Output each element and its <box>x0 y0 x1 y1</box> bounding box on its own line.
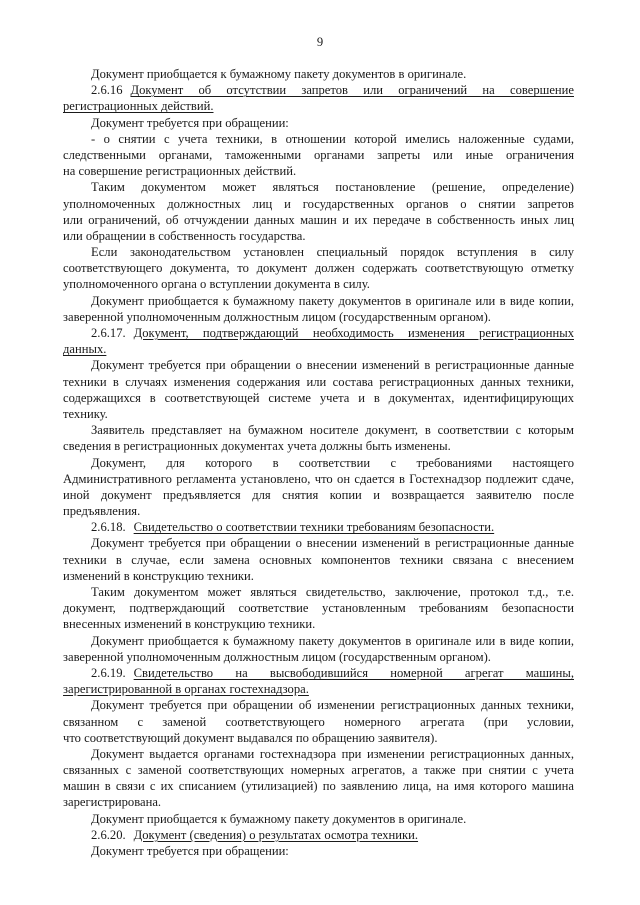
text-line <box>63 98 574 114</box>
line-text: сведения в регистрационных документах учета должны быть изменены. <box>63 439 451 454</box>
line-text: связанных с заменой соответствующих номерных агрегатов, а также при снятии с учета <box>63 763 574 778</box>
line-text: уполномоченного органа о вступлении документа в силу. <box>63 277 370 292</box>
section-heading-text: Документ, подтверждающий необходимость изменения регистрационных <box>133 326 574 340</box>
text-line <box>63 455 574 471</box>
line-text: уполномоченных должностных лиц и государственных органов о снятии запретов <box>63 196 574 211</box>
line-text: Если законодательством установлен специальный порядок вступления в силу <box>91 245 574 260</box>
text-line <box>63 325 574 341</box>
text-line <box>63 115 574 131</box>
line-text: связанном с заменой соответствующего номерного агрегата (при условии, <box>63 714 574 729</box>
text-line <box>63 293 574 309</box>
text-line <box>63 244 574 260</box>
line-text: содержащихся в соответствующей системе учета и в документах, идентифицирующих <box>63 390 574 405</box>
line-text: предъявления. <box>63 504 141 519</box>
text-line <box>63 438 574 454</box>
line-text: заверенной уполномоченным должностным лицом (государственным органом). <box>63 309 491 324</box>
text-line <box>63 697 574 713</box>
line-text: что соответствующий документ выдавался по обращению заявителя). <box>63 730 438 745</box>
section-heading-text: Свидетельство на высвободившийся номерной агрегат машины, <box>133 665 574 680</box>
section-number: 2.6.20. <box>91 827 126 842</box>
text-line <box>63 843 574 859</box>
line-text: Документ требуется при обращении о внесении изменений в регистрационные данные <box>91 358 574 373</box>
text-line <box>63 730 574 746</box>
text-line <box>63 794 574 810</box>
line-text: Документ требуется при обращении: <box>91 844 289 858</box>
text-line <box>63 616 574 632</box>
line-text: или ограничений, об отчуждении данных машин и их передаче в собственность иных лиц <box>63 212 574 227</box>
line-text: техники в случаях изменения содержания или состава регистрационных данных техники, <box>63 374 574 389</box>
text-line <box>63 147 574 163</box>
text-line <box>63 276 574 292</box>
line-text: или обращении в собственность государства. <box>63 228 306 243</box>
line-text: следственными органами, таможенными органами запреты или иные ограничения <box>63 147 574 162</box>
line-text: технику. <box>63 406 108 421</box>
section-heading-text: зарегистрированной в органах гостехнадзора. <box>63 682 309 697</box>
line-text: внесенных изменений в конструкцию техники. <box>63 617 316 632</box>
text-line <box>63 649 574 665</box>
line-text: на совершение регистрационных действий. <box>63 164 297 179</box>
text-line <box>63 519 574 535</box>
line-text: Заявитель представляет на бумажном носителе документ, в соответствии с которым <box>91 423 574 438</box>
line-text: Документ требуется при обращении: <box>91 115 289 130</box>
text-line <box>63 568 574 584</box>
text-line <box>63 535 574 551</box>
line-text: Документ требуется при обращении о внесении изменений в регистрационные данные <box>91 536 574 551</box>
text-line <box>63 633 574 649</box>
section-number: 2.6.19. <box>91 665 126 680</box>
section-heading-text: Свидетельство о соответствии техники требованиям безопасности. <box>133 520 495 535</box>
line-text: машин в связи с их списанием (утилизацией) по заявлению лица, на имя которого машина <box>63 779 574 794</box>
section-number: 2.6.17. <box>91 326 126 340</box>
line-text: Таким документом может являться постановление (решение, определение) <box>91 180 574 195</box>
line-text: Документ приобщается к бумажному пакету документов в оригинале или в виде копии, <box>91 293 574 308</box>
line-text: документ, подтверждающий соответствие установленным требованиям безопасности <box>63 601 574 616</box>
text-line <box>63 212 574 228</box>
text-line <box>63 228 574 244</box>
line-text: Документ, для которого в соответствии с требованиями настоящего <box>91 455 574 470</box>
text-line <box>63 778 574 794</box>
line-text: Документ выдается органами гостехнадзора при изменении регистрационных данных, <box>91 746 574 761</box>
document-body <box>63 66 574 859</box>
section-number: 2.6.16 <box>91 83 123 98</box>
text-line <box>63 746 574 762</box>
text-line <box>63 681 574 697</box>
line-text: Документ приобщается к бумажному пакету документов в оригинале. <box>91 67 467 81</box>
text-line <box>63 390 574 406</box>
text-line <box>63 406 574 422</box>
section-heading-text: регистрационных действий. <box>63 99 214 114</box>
text-line <box>63 163 574 179</box>
page-number: 9 <box>316 35 324 49</box>
text-line <box>63 179 574 195</box>
line-text: иной документ предъявляется для снятия копии и возвращается заявителю после <box>63 487 574 502</box>
text-line <box>63 66 574 82</box>
text-line <box>63 714 574 730</box>
line-text: Административного регламента установлено, что он сдается в Гостехнадзор подлежит сдаче, <box>63 471 574 486</box>
line-text: изменений в конструкцию техники. <box>63 568 254 583</box>
text-line <box>63 357 574 373</box>
text-line <box>63 487 574 503</box>
text-line <box>63 762 574 778</box>
section-heading-text: данных. <box>63 342 107 357</box>
text-line <box>63 600 574 616</box>
text-line <box>63 552 574 568</box>
text-line <box>63 422 574 438</box>
section-heading-text: Документ (сведения) о результатах осмотра техники. <box>133 827 419 842</box>
line-text: Документ приобщается к бумажному пакету документов в оригинале. <box>91 811 467 826</box>
line-text: заверенной уполномоченным должностным лицом (государственным органом). <box>63 649 491 664</box>
text-line <box>63 811 574 827</box>
text-line <box>63 341 574 357</box>
text-line <box>63 309 574 325</box>
section-number: 2.6.18. <box>91 520 126 535</box>
text-line <box>63 260 574 276</box>
line-text: Документ требуется при обращении об изменении регистрационных данных техники, <box>91 698 574 713</box>
text-line <box>63 665 574 681</box>
line-text: зарегистрирована. <box>63 795 162 810</box>
text-line <box>63 131 574 147</box>
text-line <box>63 584 574 600</box>
line-text: - о снятии с учета техники, в отношении которой имелись наложенные судами, <box>91 131 574 146</box>
text-line <box>63 471 574 487</box>
line-text: Таким документом может являться свидетельство, заключение, протокол т.д., т.е. <box>91 585 574 599</box>
text-line <box>63 82 574 98</box>
line-text: соответствующего документа, то документ должен содержать соответствующую отметку <box>63 261 574 276</box>
line-text: Документ приобщается к бумажному пакету документов в оригинале или в виде копии, <box>91 633 574 648</box>
text-line <box>63 503 574 519</box>
line-text: техники в случае, если замена основных компонентов техники связана с внесением <box>63 552 574 567</box>
text-line <box>63 374 574 390</box>
text-line <box>63 827 574 843</box>
section-heading-text: Документ об отсутствии запретов или ограничений на совершение <box>130 83 574 98</box>
text-line <box>63 196 574 212</box>
